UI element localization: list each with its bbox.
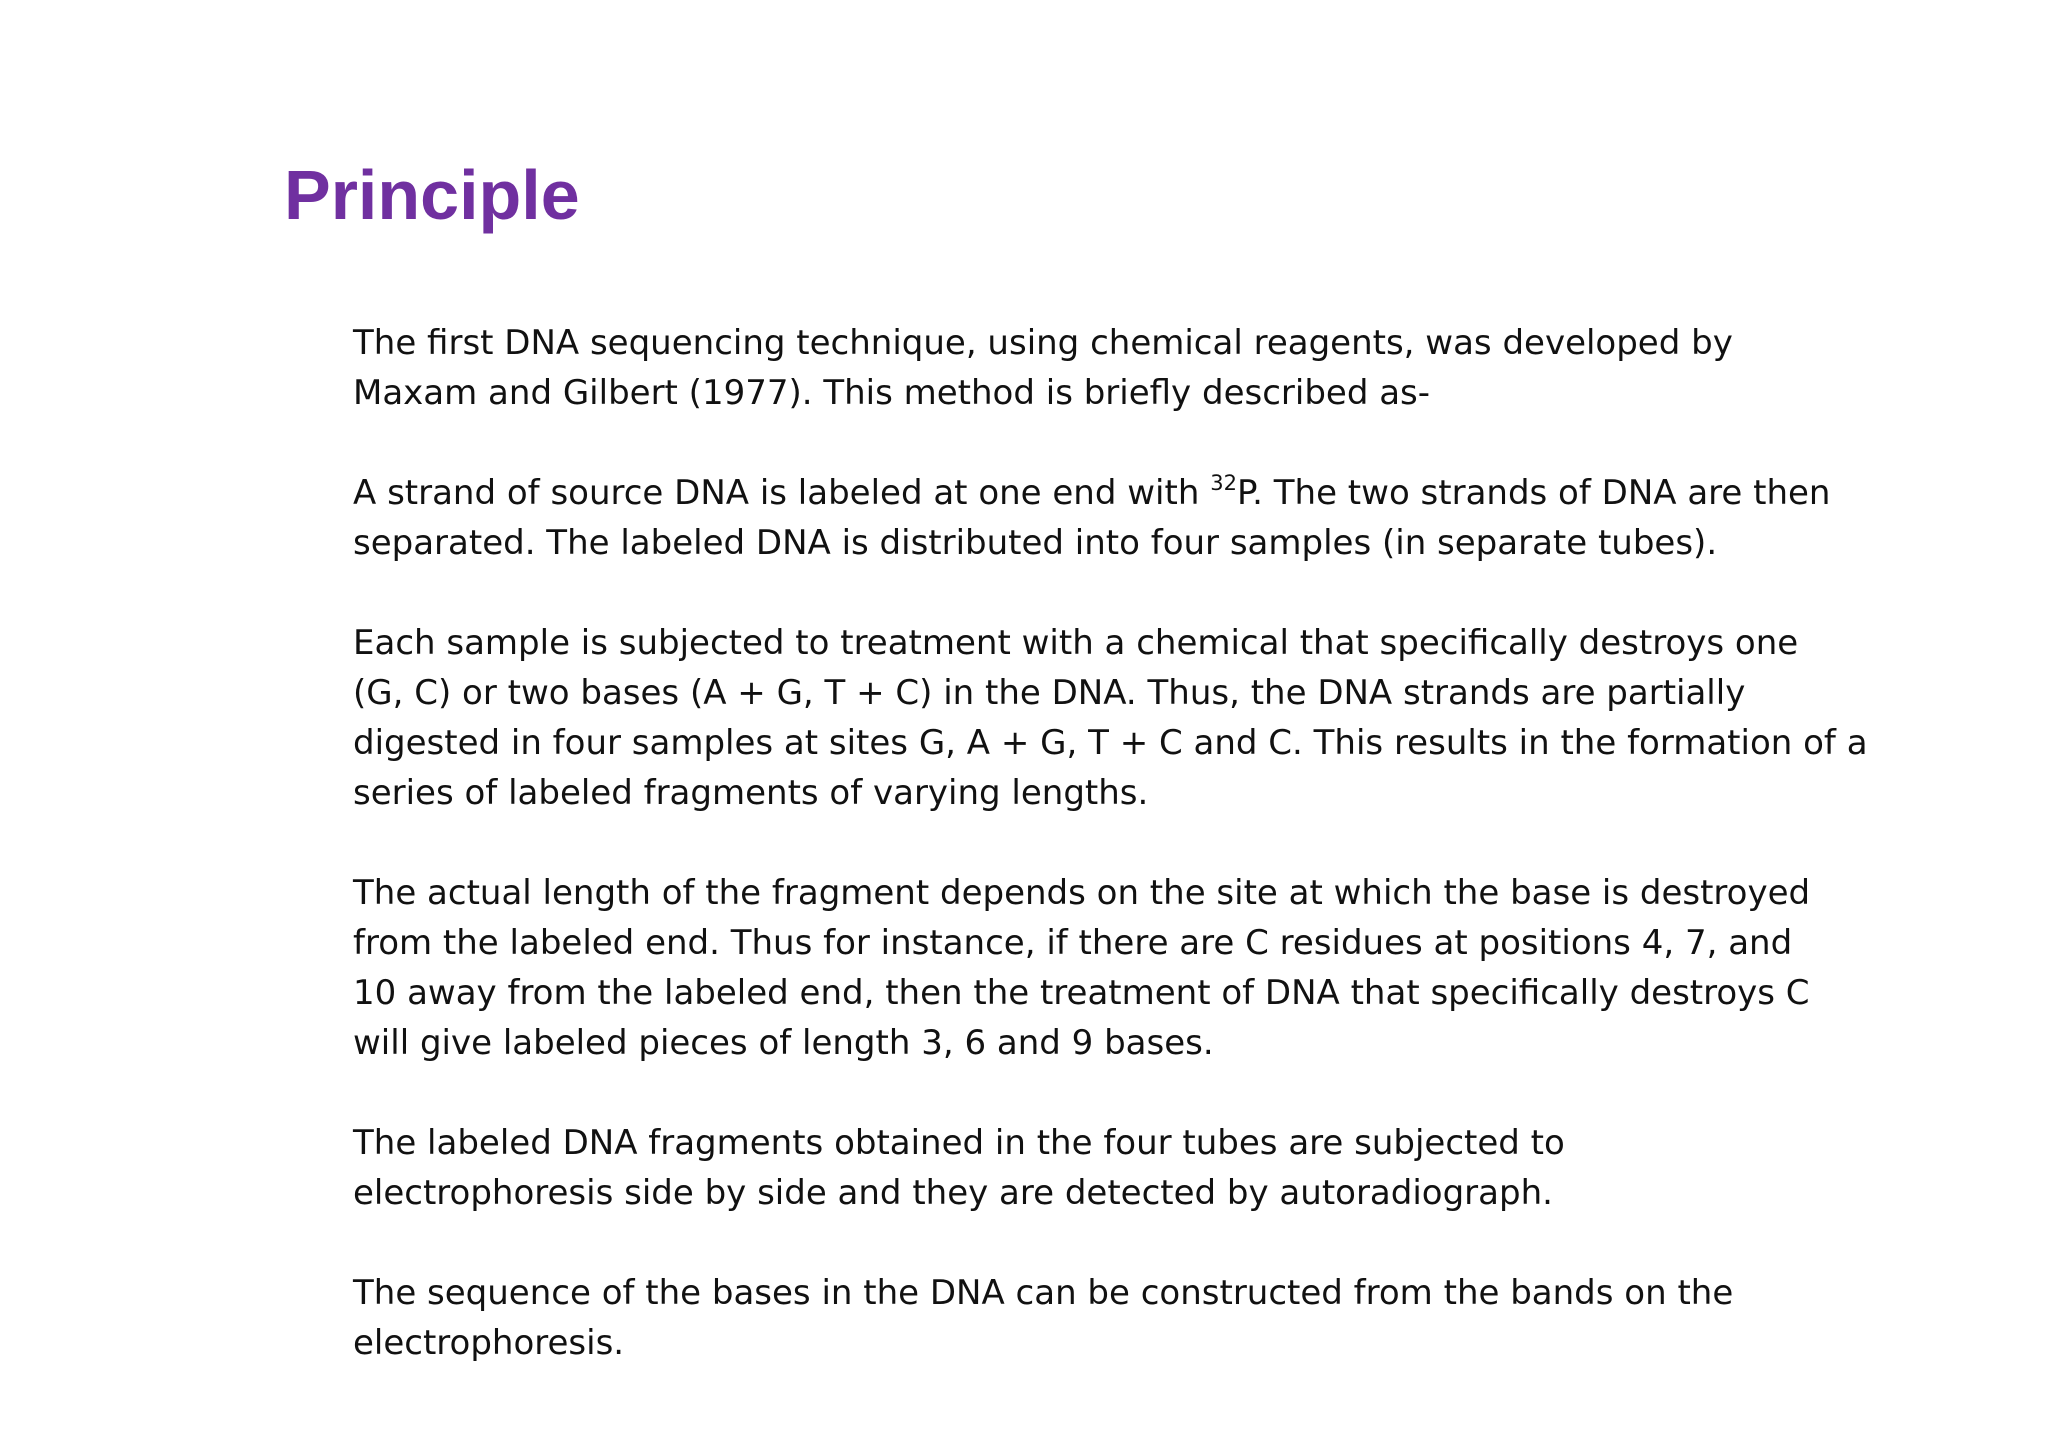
text-line: 10 away from the labeled end, then the treatment of DNA that specifically destroys C [353, 973, 1810, 1013]
paragraph-sequence [353, 1268, 1893, 1368]
text-line: Maxam and Gilbert (1977). This method is briefly described as- [353, 373, 1431, 413]
text-segment: P. The two strands of DNA are then [1236, 473, 1831, 513]
text-line: (G, C) or two bases (A + G, T + C) in the DNA. Thus, the DNA strands are partially [353, 673, 1746, 713]
paragraph-chemical-treatment [353, 618, 1893, 818]
slide-body [353, 318, 1893, 1368]
paragraph-labeling [353, 468, 1893, 568]
text-line: Each sample is subjected to treatment with a chemical that specifically destroys one [353, 623, 1799, 663]
text-line: digested in four samples at sites G, A + G, T + C and C. This results in the formation of a [353, 723, 1868, 763]
text-segment: A strand of source DNA is labeled at one end with [353, 473, 1211, 513]
superscript-isotope-mass: 32 [1210, 471, 1237, 495]
paragraph-intro [353, 318, 1893, 418]
text-line: The actual length of the fragment depends on the site at which the base is destroyed [353, 873, 1811, 913]
text-line: The sequence of the bases in the DNA can be constructed from the bands on the [353, 1273, 1734, 1313]
text-line: from the labeled end. Thus for instance, if there are C residues at positions 4, 7, and [353, 923, 1793, 963]
slide-title: Principle [284, 156, 580, 234]
text-line: The first DNA sequencing technique, using chemical reagents, was developed by [353, 323, 1733, 363]
text-line: series of labeled fragments of varying lengths. [353, 773, 1149, 813]
text-line: electrophoresis side by side and they are detected by autoradiograph. [353, 1173, 1553, 1213]
text-line [353, 468, 1893, 518]
text-line: separated. The labeled DNA is distributed into four samples (in separate tubes). [353, 523, 1718, 563]
text-line: The labeled DNA fragments obtained in the four tubes are subjected to [353, 1123, 1565, 1163]
text-line: electrophoresis. [353, 1323, 625, 1363]
paragraph-electrophoresis [353, 1118, 1893, 1218]
paragraph-fragment-length [353, 868, 1893, 1068]
text-line: will give labeled pieces of length 3, 6 and 9 bases. [353, 1023, 1214, 1063]
